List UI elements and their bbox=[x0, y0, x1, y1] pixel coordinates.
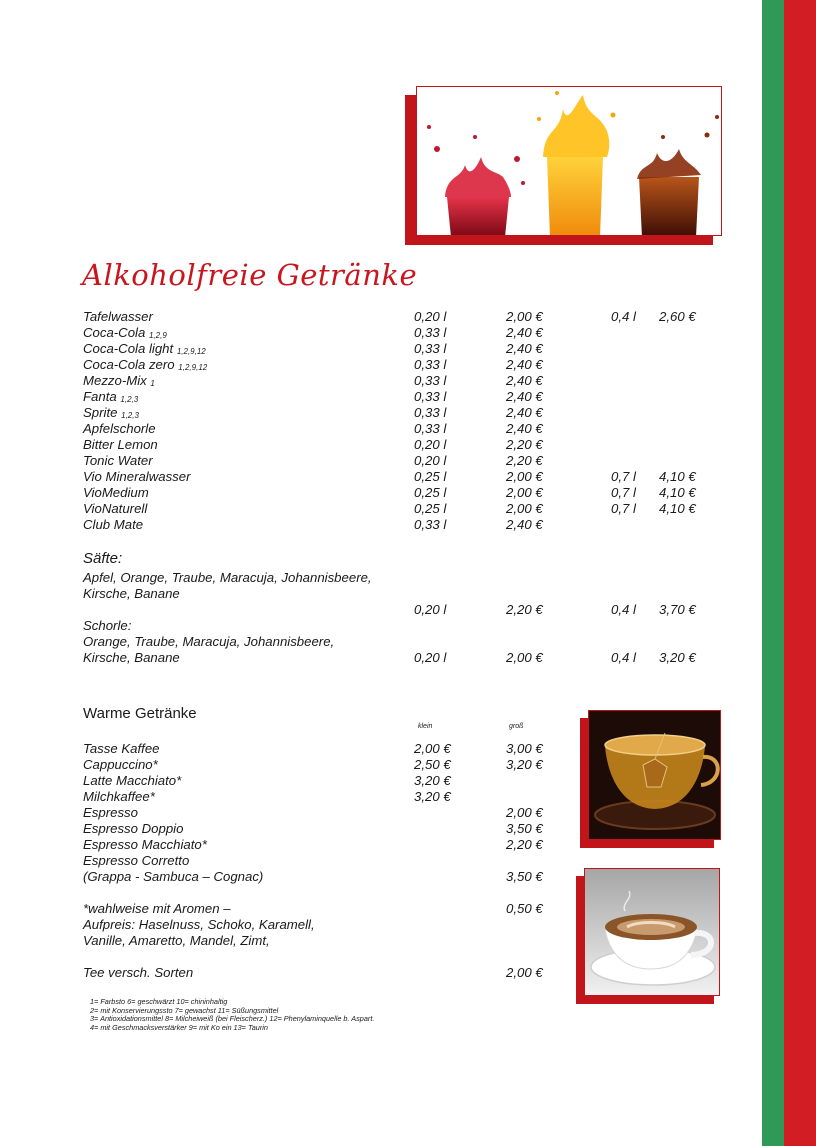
warm-drink-name: Cappuccino* bbox=[83, 757, 158, 772]
drink-price-small: 2,00 € bbox=[506, 485, 543, 500]
drinks-splash-illustration bbox=[417, 87, 722, 236]
warm-drink-price-large: 2,20 € bbox=[506, 837, 543, 852]
warm-drink-name: Latte Macchiato* bbox=[83, 773, 182, 788]
drink-volume-small: 0,33 l bbox=[414, 325, 447, 340]
drink-price-large: 4,10 € bbox=[659, 469, 696, 484]
drink-name bbox=[83, 469, 191, 485]
juices-price-large: 3,70 € bbox=[659, 602, 696, 617]
drink-name bbox=[83, 421, 156, 437]
drink-name-text: Coca-Cola bbox=[83, 325, 146, 340]
drink-name-text: Apfelschorle bbox=[83, 421, 156, 436]
drink-volume-small: 0,33 l bbox=[414, 517, 447, 532]
footnote-line: 2= mit Konservierungssto 7= gewachst 11= Süßungsmittel bbox=[90, 1005, 279, 1015]
cappuccino-photo bbox=[584, 868, 720, 996]
drink-volume-small: 0,25 l bbox=[414, 485, 447, 500]
drink-volume-small: 0,33 l bbox=[414, 389, 447, 404]
drink-price-small: 2,40 € bbox=[506, 517, 543, 532]
warm-drink-price-small: 3,20 € bbox=[414, 773, 451, 788]
drink-volume-small: 0,25 l bbox=[414, 469, 447, 484]
spritzers-line-2: Kirsche, Banane bbox=[83, 650, 180, 665]
spritzers-price-small: 2,00 € bbox=[506, 650, 543, 665]
drink-name-text: VioMedium bbox=[83, 485, 149, 500]
footnote-line: 1= Farbsto 6= geschwärzt 10= chininhaltig bbox=[90, 997, 228, 1006]
drink-volume-large: 0,7 l bbox=[611, 485, 636, 500]
warm-drink-price-small: 3,20 € bbox=[414, 789, 451, 804]
drink-name bbox=[83, 453, 153, 469]
drink-volume-small: 0,20 l bbox=[414, 309, 447, 324]
warm-drink-price-large: 3,20 € bbox=[506, 757, 543, 772]
warm-drink-price-large: 2,00 € bbox=[506, 805, 543, 820]
aroma-line-3: Vanille, Amaretto, Mandel, Zimt, bbox=[83, 933, 270, 948]
drink-price-small: 2,40 € bbox=[506, 325, 543, 340]
aroma-line-2: Aufpreis: Haselnuss, Schoko, Karamell, bbox=[83, 917, 315, 932]
drink-name-text: Club Mate bbox=[83, 517, 144, 532]
tea-cup-illustration bbox=[589, 711, 721, 840]
drink-name-text: Fanta bbox=[83, 389, 117, 404]
drink-name-text: Sprite bbox=[83, 405, 118, 420]
juices-line-2: Kirsche, Banane bbox=[83, 586, 180, 601]
drink-name bbox=[83, 501, 147, 517]
drink-price-small: 2,00 € bbox=[506, 469, 543, 484]
footnote-line: 4= mit Geschmacksverstärker 9= mit Ko ein 13= Taurin bbox=[90, 1022, 268, 1032]
drink-volume-small: 0,20 l bbox=[414, 437, 447, 452]
drink-volume-small: 0,33 l bbox=[414, 421, 447, 436]
tea-name: Tee versch. Sorten bbox=[83, 965, 194, 980]
drink-volume-small: 0,20 l bbox=[414, 453, 447, 468]
drink-price-small: 2,40 € bbox=[506, 405, 543, 420]
column-header-small: klein bbox=[418, 723, 433, 730]
drink-price-large: 4,10 € bbox=[659, 485, 696, 500]
drink-footnote-refs: 1,2,9,12 bbox=[176, 347, 206, 356]
spritzers-line-1: Orange, Traube, Maracuja, Johannisbeere, bbox=[83, 634, 335, 649]
italian-flag-red-stripe bbox=[784, 0, 816, 1146]
drink-volume-small: 0,25 l bbox=[414, 501, 447, 516]
drink-name-text: Vio Mineralwasser bbox=[83, 469, 191, 484]
drink-footnote-refs: 1,2,9,12 bbox=[178, 363, 208, 372]
warm-drink-name: Tasse Kaffee bbox=[83, 741, 160, 756]
drink-name-text: Tafelwasser bbox=[83, 309, 153, 324]
spritzers-price-large: 3,20 € bbox=[659, 650, 696, 665]
footnote-line: 3= Antioxidationsmittel 8= Milcheiweiß (bei Fleischerz.) 12= Phenylaminquelle b. Aspart. bbox=[90, 1014, 375, 1023]
drink-price-large: 4,10 € bbox=[659, 501, 696, 516]
juices-volume-large: 0,4 l bbox=[611, 602, 636, 617]
drink-volume-small: 0,33 l bbox=[414, 341, 447, 356]
drink-volume-small: 0,33 l bbox=[414, 405, 447, 420]
column-header-large: groß bbox=[509, 723, 524, 730]
tea-cup-photo bbox=[588, 710, 721, 840]
drink-price-small: 2,40 € bbox=[506, 341, 543, 356]
juices-price-small: 2,20 € bbox=[506, 602, 543, 617]
drink-price-small: 2,00 € bbox=[506, 309, 543, 324]
drink-name-text: Tonic Water bbox=[83, 453, 153, 468]
drink-name-text: Mezzo-Mix bbox=[83, 373, 147, 388]
aroma-price: 0,50 € bbox=[506, 901, 543, 916]
warm-drink-price-small: 2,50 € bbox=[414, 757, 451, 772]
warm-drinks-heading: Warme Getränke bbox=[83, 705, 197, 722]
drink-footnote-refs: 1,2,3 bbox=[120, 395, 139, 404]
drink-price-small: 2,40 € bbox=[506, 373, 543, 388]
drink-name bbox=[83, 437, 158, 453]
drink-name-text: Coca-Cola zero bbox=[83, 357, 175, 372]
juices-heading: Säfte: bbox=[83, 550, 123, 567]
warm-drink-price-large: 3,50 € bbox=[506, 869, 543, 884]
juices-volume-small: 0,20 l bbox=[414, 602, 447, 617]
warm-drink-name: Espresso Macchiato* bbox=[83, 837, 207, 852]
drink-price-small: 2,40 € bbox=[506, 357, 543, 372]
drink-name-text: Bitter Lemon bbox=[83, 437, 158, 452]
drink-price-small: 2,20 € bbox=[506, 437, 543, 452]
drink-name bbox=[83, 309, 153, 325]
warm-drink-name: Espresso Corretto bbox=[83, 853, 190, 868]
drink-name-text: VioNaturell bbox=[83, 501, 148, 516]
drink-price-small: 2,00 € bbox=[506, 501, 543, 516]
warm-drink-name: Milchkaffee* bbox=[83, 789, 155, 804]
drink-name bbox=[83, 517, 143, 533]
drink-volume-large: 0,4 l bbox=[611, 309, 636, 324]
page-title: Alkoholfreie Getränke bbox=[82, 258, 418, 292]
drink-name bbox=[83, 485, 149, 501]
drink-price-small: 2,40 € bbox=[506, 421, 543, 436]
juices-line-1: Apfel, Orange, Traube, Maracuja, Johannisbeere, bbox=[83, 570, 372, 585]
drink-name-text: Coca-Cola light bbox=[83, 341, 174, 356]
drink-footnote-refs: 1,2,9 bbox=[148, 331, 167, 340]
warm-drink-price-large: 3,00 € bbox=[506, 741, 543, 756]
spritzers-heading: Schorle: bbox=[83, 618, 132, 633]
drink-price-large: 2,60 € bbox=[659, 309, 696, 324]
warm-drink-price-large: 3,50 € bbox=[506, 821, 543, 836]
drink-volume-large: 0,7 l bbox=[611, 501, 636, 516]
drink-volume-large: 0,7 l bbox=[611, 469, 636, 484]
drinks-splash-photo bbox=[416, 86, 722, 236]
drink-footnote-refs: 1,2,3 bbox=[121, 411, 139, 420]
drink-price-small: 2,20 € bbox=[506, 453, 543, 468]
aroma-line-1: *wahlweise mit Aromen – bbox=[83, 901, 231, 916]
cappuccino-illustration bbox=[585, 869, 720, 996]
drink-volume-small: 0,33 l bbox=[414, 357, 447, 372]
warm-drink-name: Espresso Doppio bbox=[83, 821, 184, 836]
warm-drink-name: (Grappa - Sambuca – Cognac) bbox=[83, 869, 264, 884]
drink-footnote-refs: 1 bbox=[150, 379, 155, 388]
drink-price-small: 2,40 € bbox=[506, 389, 543, 404]
warm-drink-name: Espresso bbox=[83, 805, 138, 820]
warm-drink-price-small: 2,00 € bbox=[414, 741, 451, 756]
italian-flag-green-stripe bbox=[762, 0, 784, 1146]
spritzers-volume-large: 0,4 l bbox=[611, 650, 636, 665]
drink-volume-small: 0,33 l bbox=[414, 373, 447, 388]
spritzers-volume-small: 0,20 l bbox=[414, 650, 447, 665]
tea-price: 2,00 € bbox=[506, 965, 543, 980]
